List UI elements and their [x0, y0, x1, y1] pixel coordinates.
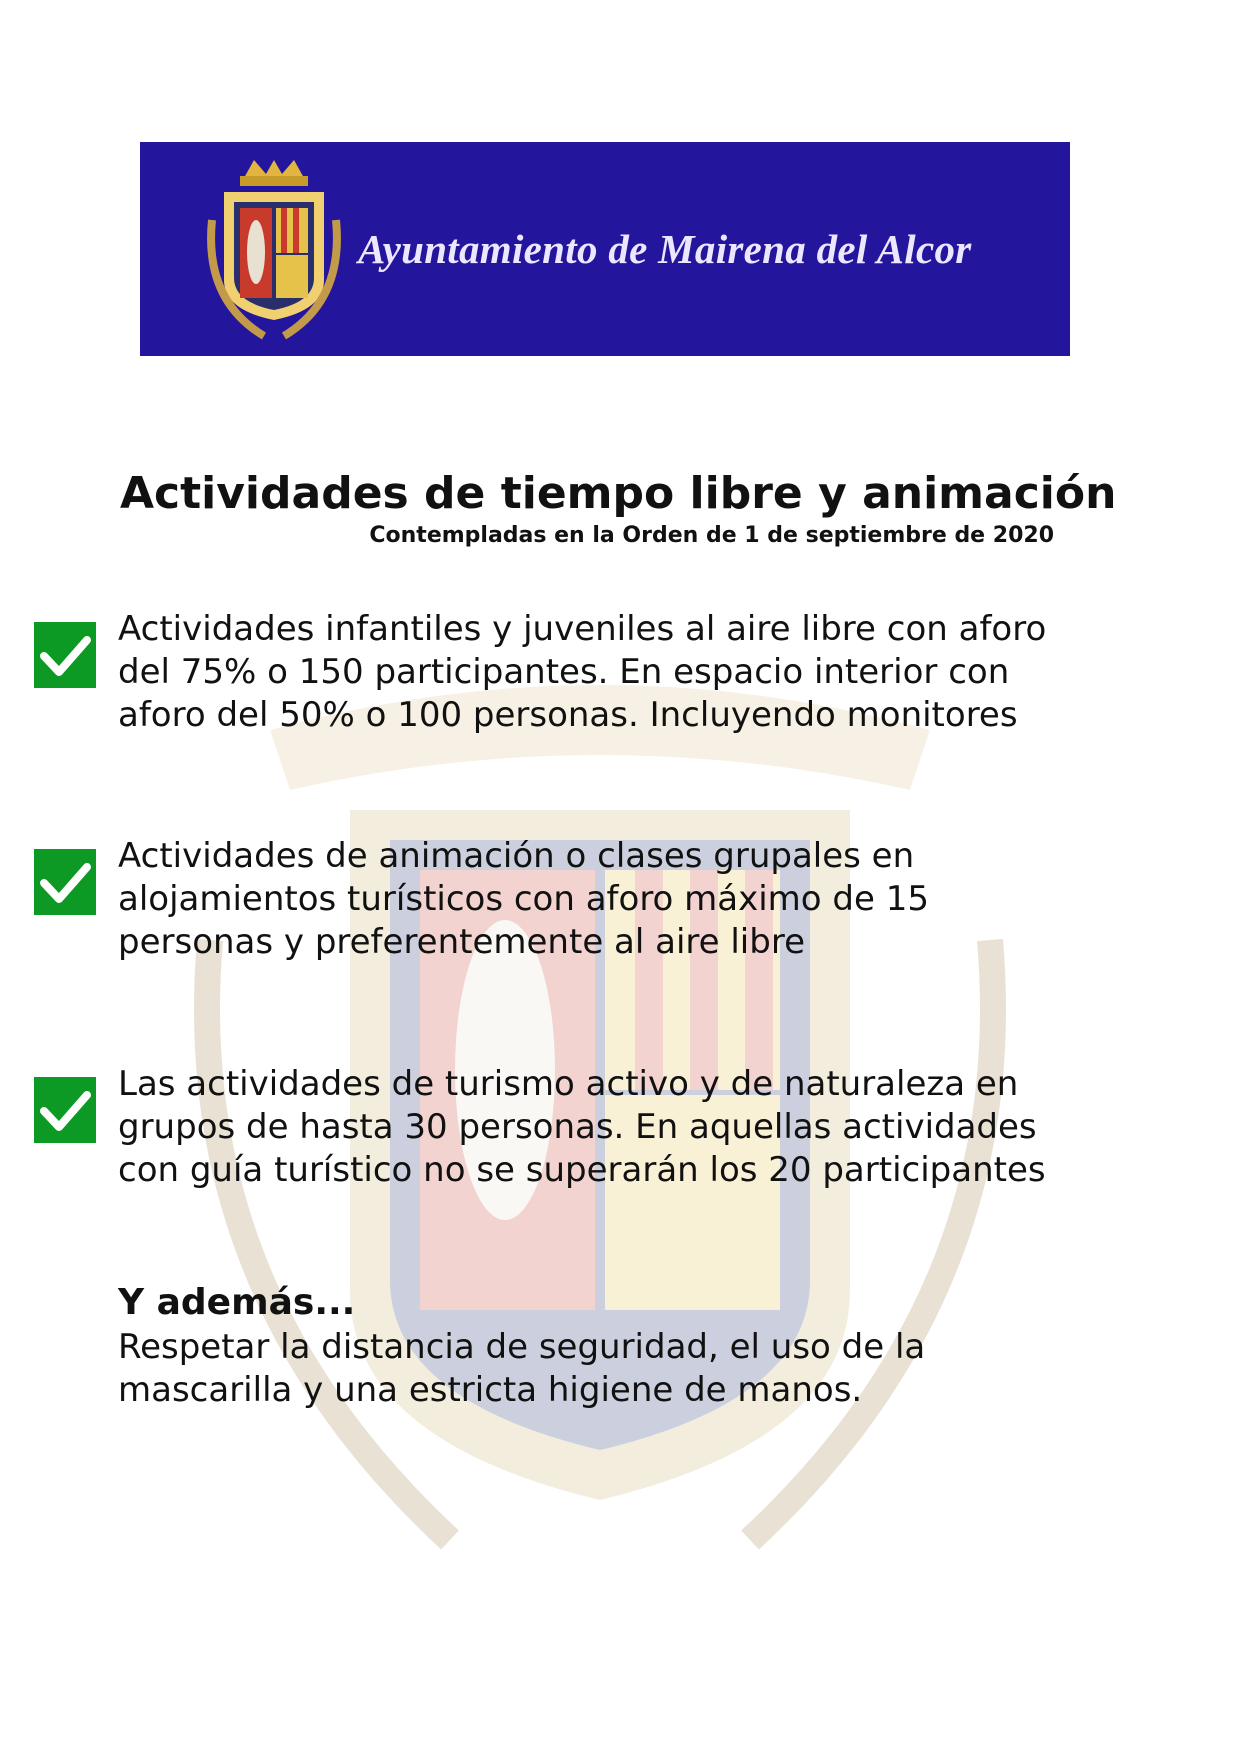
extra-heading: Y además... — [118, 1282, 356, 1323]
crest-logo — [204, 160, 344, 340]
banner-title: Ayuntamiento de Mairena del Alcor — [358, 226, 972, 272]
checkbox-checked-icon — [34, 1077, 96, 1143]
list-item-text: Las actividades de turismo activo y de naturaleza en grupos de hasta 30 personas. En aquellas actividades con guía turístico no se superarán los 20 participantes — [118, 1064, 1046, 1190]
checkbox-checked-icon — [34, 622, 96, 688]
checkbox-checked-icon — [34, 849, 96, 915]
page-subtitle: Contempladas en la Orden de 1 de septiembre de 2020 — [369, 523, 1054, 548]
list-item-text: Actividades de animación o clases grupales en alojamientos turísticos con aforo máximo de 15 personas y preferentemente al aire libre — [118, 836, 929, 962]
list-item-text: Actividades infantiles y juveniles al aire libre con aforo del 75% o 150 participantes. En espacio interior con aforo del 50% o 100 personas. Incluyendo monitores — [118, 609, 1047, 735]
extra-text: Respetar la distancia de seguridad, el uso de la mascarilla y una estricta higiene de manos. — [118, 1327, 926, 1410]
page-title: Actividades de tiempo libre y animación — [120, 468, 1117, 519]
header-banner — [140, 142, 1070, 356]
